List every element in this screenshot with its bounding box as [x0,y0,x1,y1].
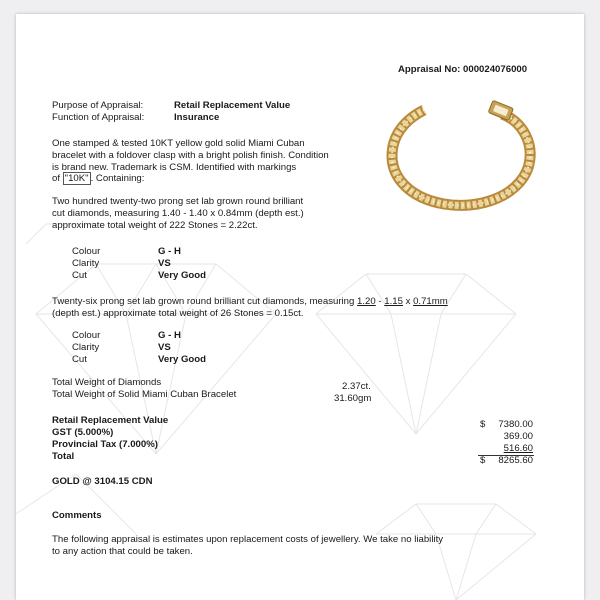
provincial-tax-label: Provincial Tax (7.000%) [52,439,158,450]
cut-label: Cut [72,270,87,281]
currency-symbol: $ [480,419,486,430]
marking-value: "10K" [64,173,89,185]
provincial-tax-value: 516.60 [503,443,533,454]
bracelet-image [370,92,560,216]
clarity-label: Clarity [72,342,100,353]
cut-value: Very Good [158,270,206,281]
item-description: One stamped & tested 10KT yellow gold solid Miami Cuban bracelet with a foldover clasp with a bright polish finish. Condition is brand new. Trademark is CSM. Identified with markings of "10K" . Containing: [52,138,329,185]
retail-value: 7380.00 [498,419,533,430]
stone-group-1-description: Two hundred twenty-two prong set lab grown round brilliant cut diamonds, measuring 1.40 - 1.40 x 0.84mm (depth est.) approximate total weight of 222 Stones = 2.22ct. [52,196,304,231]
colour-label: Colour [72,246,101,257]
total-diamonds-value: 2.37ct. [342,381,371,392]
appraisal-number-label: Appraisal No: 000024076000 [398,64,528,75]
comments-heading: Comments [52,510,102,521]
total-label: Total [52,451,75,462]
clarity-value: VS [158,342,171,353]
appraisal-sheet [16,14,584,600]
colour-label: Colour [72,330,101,341]
function-value: Insurance [174,112,220,123]
total-diamonds-label: Total Weight of Diamonds [52,377,162,388]
cut-value: Very Good [158,354,206,365]
colour-value: G - H [158,246,181,257]
stone-group-2-description: Twenty-six prong set lab grown round brilliant cut diamonds, measuring 1.20 - 1.15 x 0.71mm (depth est.) approximate total weight of 26 Stones = 0.15ct. [52,296,448,319]
cut-label: Cut [72,354,87,365]
gold-price: GOLD @ 3104.15 CDN [52,476,153,487]
appraisal-number: 000024076000 [463,64,528,75]
function-label: Function of Appraisal: [52,112,145,123]
total-bracelet-label: Total Weight of Solid Miami Cuban Bracelet [52,389,237,400]
clarity-label: Clarity [72,258,100,269]
gst-label: GST (5.000%) [52,427,114,438]
comments-text: The following appraisal is estimates upon replacement costs of jewellery. We take no liability to any action that could be taken. [52,534,444,557]
retail-value-label: Retail Replacement Value [52,415,169,426]
currency-symbol: $ [480,455,486,466]
total-value: 8265.60 [498,455,533,466]
purpose-label: Purpose of Appraisal: [52,100,144,111]
purpose-value: Retail Replacement Value [174,100,291,111]
colour-value: G - H [158,330,181,341]
clarity-value: VS [158,258,171,269]
total-bracelet-value: 31.60gm [334,393,372,404]
gst-value: 369.00 [503,431,533,442]
